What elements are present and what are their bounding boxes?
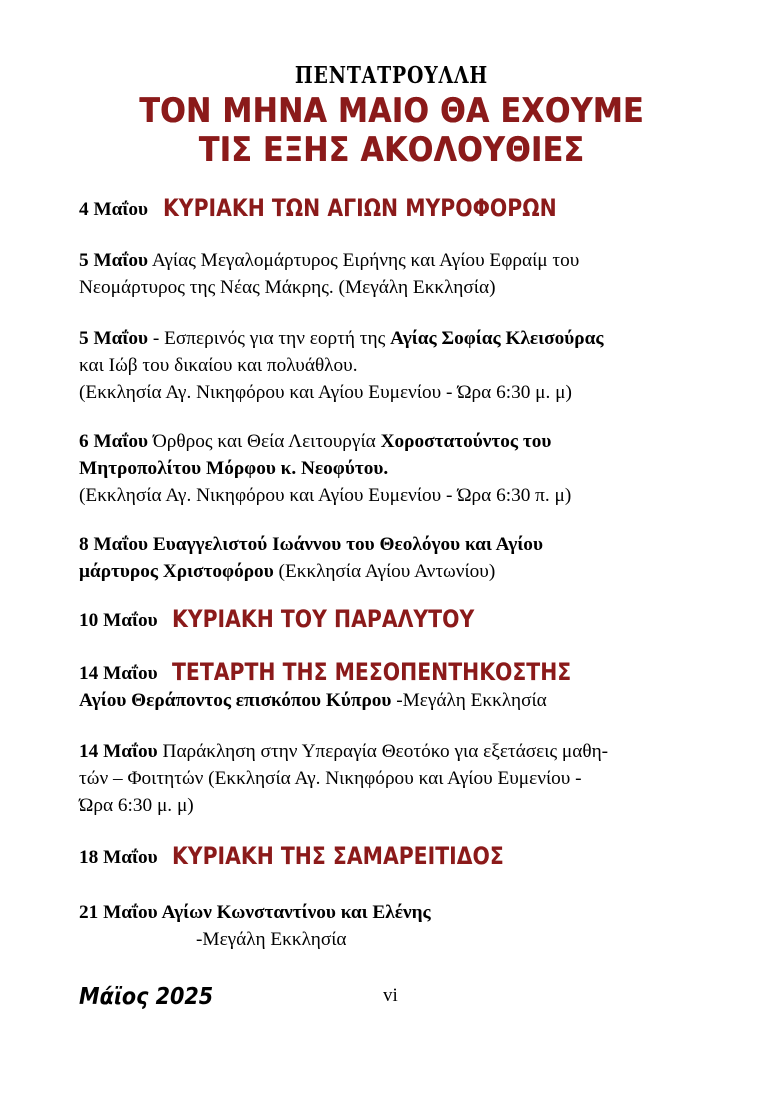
entry-date: 14 Μαΐου [79,741,158,762]
entry-may-10 [79,606,729,634]
entry-bold-text: μάρτυρος Χριστοφόρου [79,561,274,582]
entry-text: Αγίας Μεγαλομάρτυρος Ειρήνης και Αγίου Εφραίμ του [148,250,580,271]
entry-text: Ώρα 6:30 μ. μ) [79,795,194,816]
entry-location: (Εκκλησία Αγίου Αντωνίου) [273,561,496,582]
entry-text: Παράκληση στην Υπεραγία Θεοτόκο για εξετάσεις μαθη- [157,741,609,762]
feast-heading: ΚΥΡΙΑΚΗ ΤΩΝ ΑΓΙΩΝ ΜΥΡΟΦΟΡΩΝ [162,194,557,222]
entry-text: και Ιώβ του δικαίου και πολυάθλου. [79,355,358,376]
entry-may-5-saints [79,247,729,301]
entry-may-18 [79,843,729,871]
entry-bold-text: Αγίας Σοφίας Κλεισούρας [390,328,604,349]
entry-may-14-midpentecost [79,659,729,714]
entry-location: -Μεγάλη Εκκλησία [391,690,547,711]
feast-heading: ΚΥΡΙΑΚΗ ΤΗΣ ΣΑΜΑΡΕΙΤΙΔΟΣ [172,842,504,870]
footer-month-year: Μάϊος 2025 [79,984,214,1010]
page-title-line-2: ΤΙΣ ΕΞΗΣ ΑΚΟΛΟΥΘΙΕΣ [198,130,585,170]
entry-date: 18 Μαΐου [79,847,158,868]
entry-text: - Εσπερινός για την εορτή της [148,328,391,349]
entry-date: 10 Μαΐου [79,610,158,631]
entry-text: Νεομάρτυρος της Νέας Μάκρης. (Μεγάλη Εκκλησία) [79,277,496,298]
entry-date: 5 Μαΐου [79,328,149,349]
entry-text: Όρθρος και Θεία Λειτουργία [148,431,381,452]
entry-may-6 [79,428,729,509]
entry-date: 6 Μαΐου [79,431,149,452]
entry-may-4 [79,195,729,223]
entry-may-21 [79,899,729,953]
feast-heading: ΚΥΡΙΑΚΗ ΤΟΥ ΠΑΡΑΛΥΤΟΥ [172,605,475,633]
entry-date: 4 Μαΐου [79,199,149,220]
feast-heading: ΤΕΤΑΡΤΗ ΤΗΣ ΜΕΣΟΠΕΝΤΗΚΟΣΤΗΣ [172,658,572,686]
entry-bold-text: 8 Μαΐου Ευαγγελιστού Ιωάννου του Θεολόγου και Αγίου [79,534,543,555]
page-number: vi [383,985,398,1006]
entry-location: (Εκκλησία Αγ. Νικηφόρου και Αγίου Ευμενίου - Ώρα 6:30 π. μ) [79,485,572,506]
entry-bold-text: Χοροστατούντος του [380,431,552,452]
entry-may-5-vespers [79,325,729,406]
pretitle: ΠΕΝΤΑΤΡΟΥΛΛΗ [294,62,489,89]
entry-date: 14 Μαΐου [79,663,158,684]
entry-bold-text: 21 Μαΐου Αγίων Κωνσταντίνου και Ελένης [79,902,431,923]
entry-text: τών – Φοιτητών (Εκκλησία Αγ. Νικηφόρου και Αγίου Ευμενίου - [79,768,582,789]
entry-bold-text: Μητροπολίτου Μόρφου κ. Νεοφύτου. [79,458,389,479]
entry-may-14-paraklesis [79,738,729,819]
entry-location: (Εκκλησία Αγ. Νικηφόρου και Αγίου Ευμενίου - Ώρα 6:30 μ. μ) [79,382,572,403]
entry-location: -Μεγάλη Εκκλησία [196,929,347,950]
entry-may-8 [79,531,729,585]
entry-bold-text: Αγίου Θεράποντος επισκόπου Κύπρου [79,690,392,711]
page-title-line-1: ΤΟΝ ΜΗΝΑ ΜΑΙΟ ΘΑ ΕΧΟΥΜΕ [139,91,644,131]
entry-date: 5 Μαΐου [79,250,149,271]
